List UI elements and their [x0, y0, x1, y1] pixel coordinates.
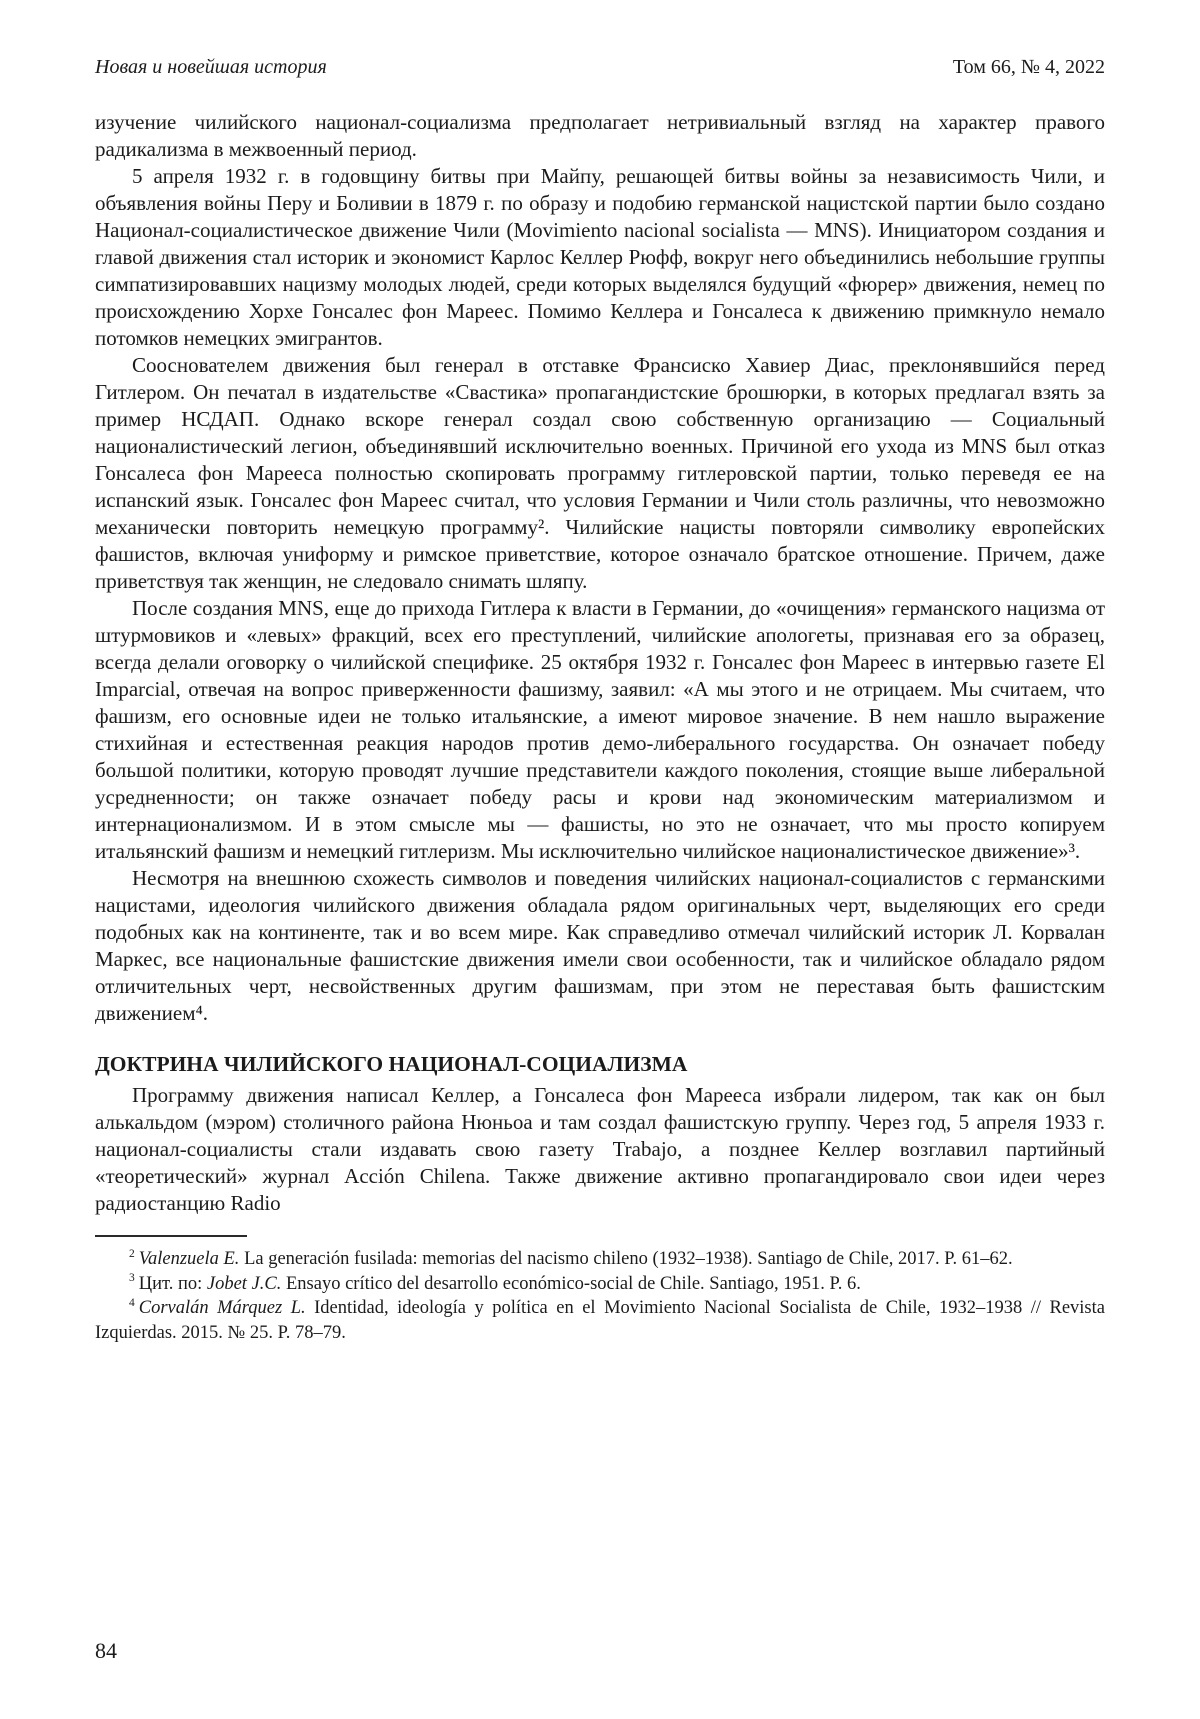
paragraph: Сооснователем движения был генерал в отставке Франсиско Хавиер Диас, преклонявшийся перед Гитлером. Он печатал в издательстве «Свастика» пропагандистские брошюрки, в которых предлагал взять за пример НСДАП. Однако вскоре генерал создал свою собственную организацию — Социальный националистический легион, объединявший исключительно военных. Причиной его ухода из MNS был отказ Гонсалеса фон Марееса полностью скопировать программу гитлеровской партии, только переведя ее на испанский язык. Гонсалес фон Мареес считал, что условия Германии и Чили столь различны, что невозможно механически повторить немецкую программу². Чилийские нацисты повторяли символику европейских фашистов, включая униформу и римское приветствие, которое означало братское отношение. Причем, даже приветствуя так женщин, не следовало снимать шляпу. [95, 353, 1105, 593]
page-number: 84 [95, 1638, 117, 1663]
footnote-text: Ensayo crítico del desarrollo económico-social de Chile. Santiago, 1951. P. 6. [281, 1273, 861, 1294]
paragraph: После создания MNS, еще до прихода Гитлера к власти в Германии, до «очищения» германского нацизма от штурмовиков и «левых» фракций, всех его преступлений, чилийские апологеты, признавая его за образец, всегда делали оговорку о чилийской специфике. 25 октября 1932 г. Гонсалес фон Мареес в интервью газете El Imparcial, отвечая на вопрос приверженности фашизму, заявил: «А мы этого и не отрицаем. Мы считаем, что фашизм, его основные идеи не только итальянские, а имеют мировое значение. В нем нашло выражение стихийная и естественная реакция народов против демо-либерального государства. Он означает победу большой политики, которую проводят лучшие представители каждого поколения, стоящие выше либеральной усредненности; он также означает победу расы и крови над экономическим материализмом и интернационализмом. И в этом смысле мы — фашисты, но это не означает, что мы просто копируем итальянский фашизм и немецкий гитлеризм. Мы исключительно чилийское националистическое движение»³. [95, 596, 1105, 863]
paragraph: 5 апреля 1932 г. в годовщину битвы при Майпу, решающей битвы войны за независимость Чили, и объявления войны Перу и Боливии в 1879 г. по образу и подобию германской нацистской партии было создано Национал-социалистическое движение Чили (Movimiento nacional socialista — MNS). Инициатором создания и главой движения стал историк и экономист Карлос Келлер Рюфф, вокруг него объединились небольшие группы симпатизировавших нацизму молодых людей, среди которых выделялся будущий «фюрер» движения, немец по происхождению Хорхе Гонсалес фон Мареес. Помимо Келлера и Гонсалеса к движению примкнуло немало потомков немецких эмигрантов. [95, 164, 1105, 350]
paragraph-continuation: изучение чилийского национал-социализма предполагает нетривиальный взгляд на характер правого радикализма в межвоенный период. [95, 110, 1105, 161]
footnote [95, 1272, 1105, 1297]
footnote-author: Jobet J.C. [206, 1273, 282, 1294]
footnote-marker: 2 [129, 1247, 135, 1260]
journal-title: Новая и новейшая история [95, 56, 327, 78]
footnote-text: La generación fusilada: memorias del nacismo chileno (1932–1938). Santiago de Chile, 2017. P. 61–62. [239, 1249, 1013, 1269]
footnote-marker: 3 [129, 1272, 135, 1285]
footnote-separator [95, 1235, 247, 1237]
issue-info: Том 66, № 4, 2022 [952, 56, 1105, 78]
footnote [95, 1296, 1105, 1345]
footnote-author: Corvalán Márquez L. [138, 1298, 306, 1318]
footnote [95, 1247, 1105, 1272]
footnote-prefix: Цит. по: [138, 1273, 207, 1294]
footnote-marker: 4 [129, 1296, 135, 1309]
section-heading: ДОКТРИНА ЧИЛИЙСКОГО НАЦИОНАЛ-СОЦИАЛИЗМА [95, 1052, 688, 1076]
footnote-text: Identidad, ideología y política en el Movimiento Nacional Socialista de Chile, 1932–1938 // Revista Izquierdas. 2015. № 25. P. 78–79. [95, 1298, 1105, 1343]
running-head [95, 56, 1105, 79]
article-body [95, 109, 1105, 1217]
paragraph: Программу движения написал Келлер, а Гонсалеса фон Марееса избрали лидером, так как он был алькальдом (мэром) столичного района Нюньоа и там создал фашистскую группу. Через год, 5 апреля 1933 г. национал-социалисты стали издавать свою газету Trabajo, а позднее Келлер возглавил партийный «теоретический» журнал Acción Chilena. Также движение активно пропагандировало свои идеи через радиостанцию Radio [95, 1083, 1105, 1215]
footnote-author: Valenzuela E. [138, 1249, 240, 1269]
footnotes-block [95, 1235, 1105, 1345]
paragraph: Несмотря на внешнюю схожесть символов и поведения чилийских национал-социалистов с германскими нацистами, идеология чилийского движения обладала рядом оригинальных черт, выделяющих его среди подобных как на континенте, так и во всем мире. Как справедливо отмечал чилийский историк Л. Корвалан Маркес, все национальные фашистские движения имели свои особенности, так и чилийское обладало рядом отличительных черт, несвойственных другим фашизмам, при этом не переставая быть фашистским движением⁴. [95, 866, 1105, 1025]
